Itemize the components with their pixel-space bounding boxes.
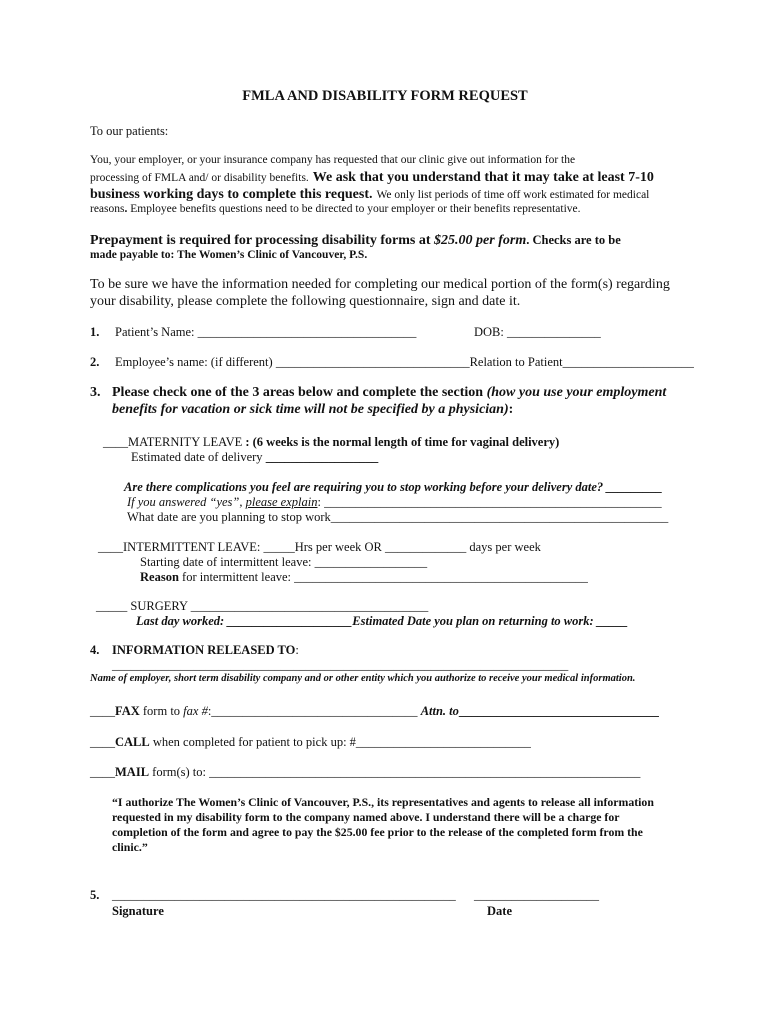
delivery-date-line bbox=[131, 450, 378, 465]
mail-address-field[interactable]: form(s) to: _____________________________________________________________________ bbox=[149, 765, 641, 779]
q3-number: 3. bbox=[90, 385, 101, 400]
surgery-line[interactable]: _____ SURGERY ______________________________________ bbox=[96, 599, 429, 613]
explain-line[interactable] bbox=[127, 495, 662, 510]
fax-number-label: fax # bbox=[183, 704, 208, 718]
call-label: CALL bbox=[115, 735, 150, 749]
q4-colon: : bbox=[295, 643, 299, 657]
fax-label: FAX bbox=[115, 704, 140, 718]
surgery-dates-line[interactable]: Last day worked: ____________________Estimated Date you plan on returning to work: _____ bbox=[136, 614, 629, 628]
prepay-text: Prepayment is required for processing disability forms at bbox=[90, 233, 435, 248]
q1-number: 1. bbox=[90, 325, 100, 339]
q3-line-1 bbox=[112, 385, 666, 401]
attn-field[interactable]: ________________________________ bbox=[458, 704, 659, 718]
maternity-checkbox[interactable]: ____ bbox=[103, 435, 128, 449]
q3-note: (how you use your employment bbox=[486, 385, 667, 400]
delivery-date-label: Estimated date of delivery bbox=[131, 450, 266, 464]
intro-emphasis: business working days to complete this request. bbox=[90, 187, 373, 202]
intro-line-3 bbox=[90, 185, 649, 203]
explain-field[interactable]: : ______________________________________________________ bbox=[317, 495, 662, 509]
intermittent-start-field[interactable]: Starting date of intermittent leave: __________________ bbox=[140, 555, 428, 569]
reason-field[interactable]: for intermittent leave: _______________________________________________ bbox=[178, 570, 588, 584]
greeting: To our patients: bbox=[90, 124, 169, 138]
explain-text: If you answered “yes”, bbox=[127, 495, 246, 509]
call-checkbox[interactable]: ____ bbox=[90, 735, 115, 749]
prepay-checks: . Checks are to be bbox=[526, 233, 621, 247]
q4-number: 4. bbox=[90, 643, 100, 657]
q3-note: benefits for vacation or sick time will not be specified by a physician) bbox=[112, 402, 509, 417]
prepay-line-2: made payable to: The Women’s Clinic of Vancouver, P.S. bbox=[90, 249, 368, 261]
attn-label: Attn. to bbox=[420, 704, 459, 718]
stop-work-field[interactable]: What date are you planning to stop work______________________________________________________ bbox=[127, 510, 669, 524]
authorization-line-1: “I authorize The Women’s Clinic of Vancouver, P.S., its representatives and agents to release all information bbox=[112, 795, 654, 809]
signature-label: Signature bbox=[112, 904, 164, 918]
patient-name-field[interactable]: Patient’s Name: ___________________________________ bbox=[115, 325, 417, 339]
intro-line-1: You, your employer, or your insurance company has requested that our clinic give out information for the bbox=[90, 154, 576, 166]
q3-colon: : bbox=[508, 402, 514, 417]
ensure-line-1: To be sure we have the information needed for completing our medical portion of the form(s) regarding bbox=[90, 277, 670, 292]
q4-label: INFORMATION RELEASED TO bbox=[112, 643, 296, 657]
intro-text: We only list periods of time off work estimated for medical bbox=[376, 189, 650, 201]
prepay-line-1 bbox=[90, 231, 621, 249]
intro-text: processing of FMLA and/ or disability benefits. bbox=[90, 172, 309, 184]
intro-line-2 bbox=[90, 168, 654, 186]
date-field[interactable]: ____________________ bbox=[474, 888, 599, 902]
released-to-caption: Name of employer, short term disability company and or other entity which you authorize to receive your medical information. bbox=[90, 673, 636, 684]
maternity-label: MATERNITY LEAVE bbox=[128, 435, 243, 449]
intro-emphasis: We ask that you understand that it may take at least 7-10 bbox=[312, 170, 654, 185]
prepay-fee: $25.00 per form bbox=[434, 233, 527, 248]
fax-number-field[interactable]: :_________________________________ bbox=[207, 704, 421, 718]
mail-checkbox[interactable]: ____ bbox=[90, 765, 115, 779]
mail-line bbox=[90, 765, 640, 780]
fax-checkbox[interactable]: ____ bbox=[90, 704, 115, 718]
intro-period: . bbox=[124, 203, 128, 215]
intro-text: reasons bbox=[90, 203, 125, 215]
explain-label: please explain bbox=[245, 495, 318, 509]
authorization-line-3: completion of the form and agree to pay the $25.00 fee prior to the release of the completed form from the bbox=[112, 825, 643, 839]
mail-label: MAIL bbox=[115, 765, 150, 779]
q2-number: 2. bbox=[90, 355, 100, 369]
call-number-field[interactable]: when completed for patient to pick up: #____________________________ bbox=[149, 735, 531, 749]
maternity-note: : (6 weeks is the normal length of time for vaginal delivery) bbox=[242, 435, 560, 449]
q3-text: Please check one of the 3 areas below and complete the section bbox=[112, 385, 487, 400]
intro-line-4 bbox=[90, 203, 581, 215]
fax-line bbox=[90, 704, 659, 719]
reason-label: Reason bbox=[140, 570, 179, 584]
q3-line-2 bbox=[112, 402, 513, 418]
maternity-line bbox=[103, 435, 559, 450]
authorization-line-2: requested in my disability form to the company named above. I understand there will be a charge for bbox=[112, 810, 620, 824]
q4-heading bbox=[112, 643, 299, 658]
fax-text: form to bbox=[139, 704, 184, 718]
signature-field[interactable]: _______________________________________________________ bbox=[112, 888, 456, 902]
ensure-line-2: your disability, please complete the following questionnaire, sign and date it. bbox=[90, 294, 521, 309]
date-label: Date bbox=[487, 904, 512, 918]
dob-field[interactable]: DOB: _______________ bbox=[474, 325, 601, 339]
page-title: FMLA AND DISABILITY FORM REQUEST bbox=[242, 88, 528, 104]
q5-number: 5. bbox=[90, 888, 100, 902]
intro-text: Employee benefits questions need to be directed to your employer or their benefits representative. bbox=[127, 203, 581, 215]
complications-question[interactable]: Are there complications you feel are requiring you to stop working before your delivery date? _________ bbox=[124, 480, 663, 494]
intermittent-reason-line[interactable] bbox=[140, 570, 588, 585]
authorization-line-4: clinic.” bbox=[112, 840, 148, 854]
employee-name-field[interactable]: Employee’s name: (if different) _______________________________Relation to Patient_____________________ bbox=[115, 355, 694, 369]
released-to-field[interactable]: _________________________________________________________________________ bbox=[112, 658, 569, 672]
intermittent-leave-line[interactable]: ____INTERMITTENT LEAVE: _____Hrs per week OR _____________ days per week bbox=[98, 540, 541, 554]
delivery-date-field[interactable]: __________________ bbox=[265, 450, 379, 464]
call-line bbox=[90, 735, 531, 750]
